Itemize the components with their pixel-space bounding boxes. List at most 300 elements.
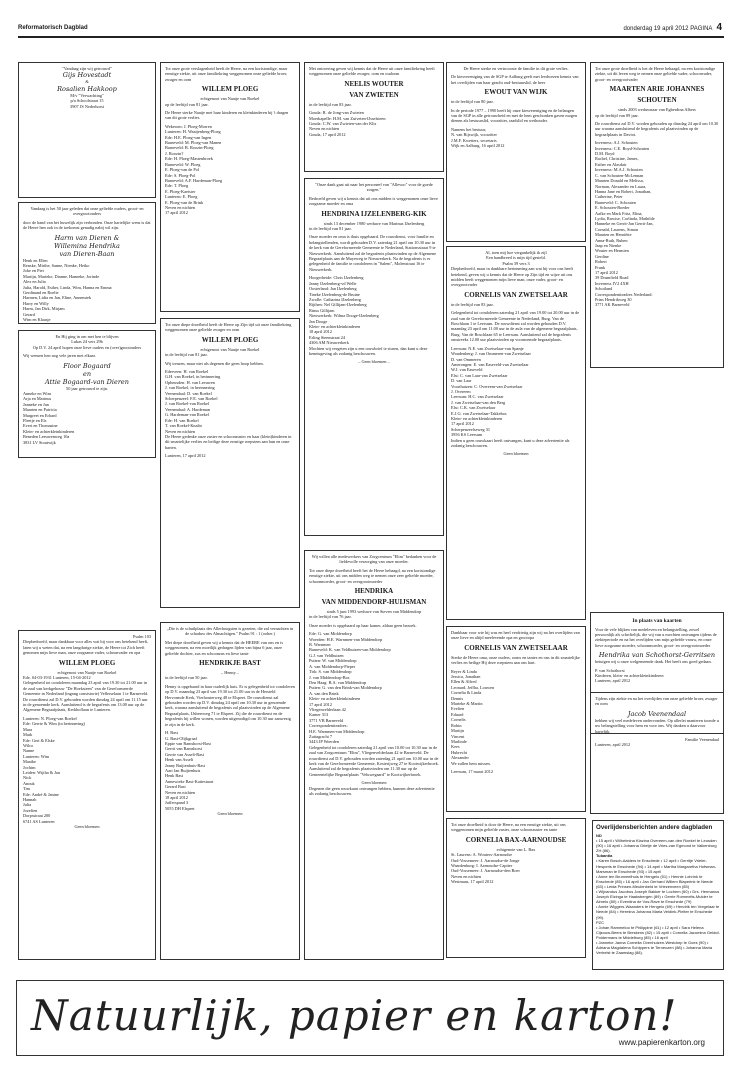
- notice-name: CORNELIS VAN ZWETSELAAR: [464, 643, 568, 652]
- notice-name: CORNELIA BAX-AARNOUDSE: [465, 835, 567, 844]
- notice-c3-1: [304, 178, 444, 536]
- list-item: Klein- en achterkleinkinderen: [309, 696, 361, 702]
- list-item: Ede: S. Ploeg-Pol: [165, 172, 196, 178]
- nd-label: ND: [596, 833, 602, 838]
- notice-text2: De rouwdienst zal D.V. worden gehouden op dinsdag 24 april om 10.30 uur waarna aansluitend de begrafenis zal plaatsvinden op de begraafplaats in Daviot.: [595, 121, 719, 137]
- other-paper-item: • Wijnandus Jacobus Joseph Bakker te Lochem (60) • Drs. Hermanus Joseph Elzinga te Haaksbergen (89) • Gerrie Rommelts-Mulder te Almelo (80) • Everdina de Vos-Rave te Enschede (79): [596, 889, 720, 905]
- notice-c4-2: [446, 626, 586, 812]
- notice-sub: 50 jaar getrouwd te zijn.: [66, 385, 108, 391]
- notice-text2: De Heere sterke Naatje met haar kinderen en kleinkinderen bij 't dragen van dit grote verlies.: [165, 110, 289, 121]
- notice-footer: 3831 LV Stoutwijk: [23, 439, 56, 445]
- list-item: Voorthuizen: C. Overeem-van Zwetselaar: [451, 383, 523, 389]
- list-item: J. Overeem: [451, 388, 471, 394]
- list-item: Neven en nichten: [451, 873, 482, 879]
- notice-dates: Ede, 04-03-1931 Lunteren, 15-04-2012: [23, 675, 91, 681]
- list-item: G.J. van Veldhuizen: [309, 652, 344, 658]
- list-item: Cornelia & Linda: [451, 690, 482, 696]
- notice-list: [165, 124, 295, 211]
- list-item: Barneveld: M. Ploeg-van Manen: [165, 140, 222, 146]
- notice-age: in de leeftijd van 76 jaar.: [309, 614, 352, 620]
- list-item: Henk Bast: [165, 773, 184, 779]
- notice-addr: 18 april 2012: [309, 329, 332, 335]
- notice-addr: 3771 AK Barneveld: [595, 302, 630, 308]
- banner-url[interactable]: www.papierenkarton.org: [618, 1038, 705, 1047]
- notice-addr: Correspondentieadres Nederland:: [595, 291, 653, 297]
- notice-text: door de hand van het huwelijk zijn verbonden. Onze hartelijke wens is dat de Heere hen ook in de toekomst genadig nabij wil zijn.: [23, 219, 151, 231]
- list-item: Barneveld: B. Roozin-Ploeg: [165, 145, 214, 151]
- notice-addr: 6741 AS Lunteren: [23, 818, 55, 824]
- notice-c5-2: [590, 692, 724, 814]
- notice-list: [309, 275, 439, 329]
- notice-addr: Schotland: [595, 286, 613, 292]
- notice-list: [309, 631, 439, 701]
- notice-sub: echtgenoot van Naatje van Roekel: [200, 346, 260, 352]
- notice-addr: H.E. Warnmen-van Middendorp: [309, 728, 365, 734]
- notice-intro: Vandaag is het 50 jaar geleden dat onze geliefde ouders, groot- en overgrootouders: [30, 206, 144, 217]
- list-item: Neven en nichten: [165, 789, 196, 795]
- notice-text: Tot onze diepe droefheid heeft de Heere op Zijn tijd uit onze familiekring weggenomen onze geliefde zwager en oom: [165, 322, 292, 333]
- notice-date: Lunteren, april 2012: [595, 678, 631, 684]
- notice-list: [309, 110, 439, 132]
- list-item: Jozefien: [23, 807, 38, 813]
- notice-addr: 4306 AM Nieuwerkerk: [309, 340, 349, 346]
- list-item: Annewieke Bast-Kattestaart: [165, 778, 214, 784]
- list-item: Gerdine: [595, 253, 609, 259]
- list-item: Henk van Asselt: [165, 757, 194, 763]
- list-item: B. Warnmen: [309, 642, 331, 648]
- paper-name: Reformatorisch Dagblad: [18, 25, 88, 31]
- notice-name: Willemina Hendrika: [54, 241, 120, 250]
- notice-addr: Scherpenzeelseweg 31: [451, 426, 491, 432]
- list-item: Robert: [595, 259, 607, 265]
- notice-text: Dankbaar voor wie hij was en heel verdrietig zijn wij na het overlijden van onze lieve en altijd meelevende opa en grootopa: [451, 630, 580, 641]
- notice-list: [451, 127, 581, 143]
- notice-quote: En Hij ging in om met hen te blijven: [55, 334, 119, 339]
- list-item: Moerkapelle: H.M. van Zuiveten-IJsselsteen: [309, 115, 386, 121]
- list-item: Amerongen: E. van Easeveld-van Zwetselaar: [451, 361, 529, 367]
- list-item: Catherine, Peter: [595, 194, 623, 200]
- list-item: Dennis: [451, 695, 464, 701]
- list-item: Tineke IJzelenberg-de Bruine: [309, 291, 360, 297]
- list-item: D. van Laar: [451, 378, 472, 384]
- list-item: Gerrit van Ramshorst: [165, 746, 202, 752]
- notice-name: Attie Bogaard-van Dieren: [45, 377, 129, 386]
- list-item: J. van Roekel-van Roekel: [165, 401, 210, 407]
- notice-text2: Sterke de Heere oma, onze ouders, ooms en tantes en ons in dit smartelijke verlies en heilige Hij deze roepstem aan ons hart.: [451, 654, 580, 666]
- notice-age: in de leeftijd van 50 jaar.: [165, 675, 208, 681]
- notice-text2: Onze moeder en oma is thuis opgebaard. De rouwdienst, voor familie en belangstellenden, wordt gehouden D.V. zaterdag 21 april om 10.30 uur in de kerk van de Gereformeerde Gemeente te Nederland, Stationsstraat 9 te Nieuwerkerk. Aansluitend zal de begrafenis plaatsvinden op de Algemene Begraafplaats aan de Muyeweg te Nieuwerkerk. Na de begrafenis is er gelegenheid de familie te condoleren in "Salem", Molenstraat 16 te Nieuwerkerk.: [309, 234, 437, 272]
- list-item: Lunteren: Wim: [23, 753, 50, 759]
- notice-addr: Erling Steenstraat 24: [309, 334, 346, 340]
- list-item: Hanneke en Gerrit-Jan Gerrit-Jan,: [595, 221, 654, 227]
- notice-c3-2: [304, 550, 444, 960]
- list-item: Rinus Gillijam: [309, 307, 335, 313]
- list-item: Leersum: N.E. van Zwetselaar-van Spanje: [451, 345, 524, 351]
- notice-addr: Dorpsstraat 200: [23, 813, 51, 819]
- notice-list: [451, 346, 581, 422]
- list-item: Anouk: [23, 780, 35, 786]
- list-item: Barneveld: A.F. Hardeman-Ploeg: [165, 177, 223, 183]
- list-item: Vincent: [451, 733, 465, 739]
- notice-name: Jacob Veenendaal: [627, 709, 687, 718]
- list-item: Woerden: H.E. Warnmen-van Middendorp: [309, 636, 383, 642]
- list-item: Nieuwerkerk: Wilma Dooge-IJzelenberg: [309, 313, 379, 319]
- notice-sub: sinds 5 juni 1993 weduwe van Steven van Middendorp: [326, 609, 422, 615]
- list-item: Nick: [23, 775, 32, 781]
- list-item: Mark: [23, 732, 33, 738]
- list-item: Scherpenzeel: F.E. van Roekel: [165, 396, 218, 402]
- list-item: Wim en Klaasje: [23, 317, 51, 323]
- list-item: Kees: [451, 744, 460, 750]
- list-item: A. van Middendorp-Pieper: [309, 663, 356, 669]
- notice-name: MAARTEN ARIE JOHANNES: [609, 85, 705, 94]
- notice-footer: Beneden Leeuwenweg 10a: [23, 434, 70, 440]
- list-item: Arja en Marinus: [23, 396, 52, 402]
- list-item: Evert en Thomasine: [23, 423, 58, 429]
- list-item: Jaap en Nienke: [595, 242, 622, 248]
- notice-end: Geen bloemen: [361, 780, 387, 786]
- notice-text2: Wij treuren, maar niet als degenen die geen hoop hebben.: [165, 360, 264, 366]
- list-item: Oud-Vossemeer: J. Aarnoudse-de Jonge: [451, 857, 520, 863]
- notice-text2: Henny is opgebaard in haar ouderlijk huis. Er is gelegenheid tot condoleren op D.V. maandag 23 april van 19.30 tot 21.00 uur in de Hersteld Hervormde Kerk, Vierhouterweg 48 te Elspeet. De rouwdienst zal gehouden worden op D.V. dinsdag 24 april om 10.30 uur in genoemde kerk, waarna aansluitend de begrafenis zal plaatsvinden op de Algemene Begraafplaats, IJsbeerweg 71 te Elspeet. Zij die de rouwdienst en de begrafenis bij willen wonen, worden uitgenodigd om 10.30 uur aanwezig te zijn in de kerk.: [165, 683, 295, 727]
- notice-date: Westmaas, 17 april 2012: [451, 879, 494, 885]
- notice-name: Harm van Dieren &: [54, 233, 120, 242]
- list-item: Hubrecht: [451, 749, 467, 755]
- notice-sub: echtgenoot van Naatje van Roekel: [57, 669, 117, 675]
- notice-list: [595, 140, 719, 270]
- notice-text2: betuigen wij u onze welgemeende dank. Het heeft ons goed gedaan.: [595, 659, 712, 665]
- list-item: Esther en Alasdair: [595, 161, 627, 167]
- notice-list: [23, 391, 151, 434]
- list-item: Elst: C.K. van Zwetselaar: [451, 405, 496, 411]
- list-item: Opheusden: H. van Leeuwen: [165, 379, 215, 385]
- list-item: Jan Dooge: [309, 318, 328, 324]
- notice-quote: Al, toen mij hoe vergankelijk ik zijl: [485, 250, 547, 255]
- notice-text: Wij wensen hen nog vele jaren met elkaar.: [23, 353, 96, 359]
- list-item: Ede: H.E. Ploeg-van Ingen: [165, 134, 212, 140]
- notice-name: HENDRIKA: [354, 587, 394, 596]
- list-item: D. van Ommeren: [451, 356, 481, 362]
- notice-name: Floor Bogaard: [63, 361, 111, 370]
- banner-slogan: Natuurlijk, papier en karton!: [31, 991, 678, 1040]
- notice-addr: Kamer 313: [309, 712, 329, 718]
- notice-list: [451, 852, 581, 879]
- notice-c2-1: [160, 318, 300, 608]
- notice-list: [595, 668, 719, 679]
- notice-name: EWOUT VAN WIJK: [484, 88, 548, 97]
- notice-line: Gijs Hovestadt: [62, 71, 112, 80]
- list-item: W.J. van Easeveld: [451, 367, 483, 373]
- notice-sign: Familie Veenendaal: [685, 737, 719, 743]
- notice-name: HENDRIKJE BAST: [199, 659, 261, 668]
- list-item: Putten: W. van Middendorp: [309, 658, 357, 664]
- list-item: P. van Schothorst: [595, 667, 625, 673]
- tubantia-label: Tubantia: [596, 853, 613, 859]
- list-item: Gerard Bast: [165, 784, 186, 790]
- list-item: Inverness: M.A.J. Schouten: [595, 167, 643, 173]
- notice-text2: Gelegenheid tot condoleren maandag 23 april van 19.30 tot 21.00 uur in de zaal van kerkgebouw "De Hoeksteen" van de Gereformeerde Gemeente in Nederland (ingang consistorie) Vellerselaan 1 te Barneveld. De rouwdienst zal D.V. gehouden worden dinsdag 24 april om 11.15 uur in de genoemde kerk. Aansluitend is de begrafenis om 13.00 uur op de Algemene Begraafplaats, Kerkhoflaan te Lunteren.: [23, 680, 149, 713]
- notice-name: van Dieren-Baan: [59, 249, 115, 258]
- notice-text3: De Heere gedenke onze zuster en schoonzuster en haar (klein)kinderen in dit smartelijke verlies en heilige deze ernstige roepstem aan hun en onze harten.: [165, 433, 292, 450]
- notice-addr: Correspondentieadres:: [309, 723, 348, 729]
- other-paper-item: PZC: [596, 919, 604, 925]
- list-item: Julia: [23, 802, 32, 808]
- list-item: [23, 323, 151, 325]
- list-item: Aafke en Mark Fritz, Elina,: [595, 210, 643, 216]
- list-item: Barneveld: C. Schouten: [595, 199, 636, 205]
- other-paper-item: • Johan Rammeloo te Philippine (61) • 12 april • Sara Helena Cijsouw-Beers te Breskens (82) • 15 april • Cornelia Jacomina Geldof-Poldermans te Middelburg (85) • 16 april: [596, 924, 720, 940]
- notice-quote: "Onze dank gaat uit naar het personeel van "Allevoo" voor de goede zorgen.": [315, 182, 433, 193]
- list-item: Alexander: [451, 755, 469, 761]
- list-item: Inverness: A.J. Schouten: [595, 140, 638, 146]
- notice-c2-2: [160, 622, 300, 960]
- notice-c1-0: [18, 62, 156, 198]
- notice-quote: Wij willen alle medewerkers van Zorgcentrum "Elim" bedanken voor de liefdevolle verzorging van onze moeder.: [311, 554, 437, 565]
- list-item: Frank: [595, 264, 606, 270]
- list-item: Janneke en Jan: [23, 401, 49, 407]
- notice-name: NEELIS WOUTER: [344, 79, 404, 88]
- notice-name: CORNELIS VAN ZWETSELAAR: [464, 290, 568, 299]
- list-item: Janny Buijtenhuis-Bast: [165, 762, 205, 768]
- list-item: E. Ploeg-Kaetsier: [165, 188, 196, 194]
- notice-c2-0: [160, 62, 300, 312]
- notice-line: Rosalien Hakkoop: [57, 84, 117, 93]
- list-item: Leersum: H.C. van Zwetselaar: [451, 394, 504, 400]
- list-item: Klein- en achterkleinkinderen: [309, 323, 361, 329]
- notice-text2: hebben wij veel medeleven ondervonden. Op allerlei manieren toonde u uw belangstelling voor hem en voor ons. Wij danken u daarvoor hartelijk.: [595, 717, 719, 734]
- notice-addr: Vliegenvelderlaan 42: [309, 706, 346, 712]
- notice-list: [165, 730, 295, 795]
- list-item: Ede: G. van Middendorp: [309, 631, 352, 637]
- list-item: Jochim: [23, 764, 36, 770]
- list-item: Marlinde: [451, 738, 467, 744]
- list-item: Waardenburg: I. Aarnoudse-Capiter: [451, 863, 513, 869]
- notice-quote: Een handbreed is mijn tijd gesteld.: [486, 255, 546, 261]
- list-item: Anneke en Wim: [23, 391, 51, 397]
- notice-addr: 17 april 2012: [451, 421, 474, 427]
- other-papers-title: Overlijdensberichten andere dagbladen: [596, 824, 713, 831]
- other-paper-item: • Anne ten Brummelhuis te Hengelo (51) • Hennie Lohrink te Enschede (85) • 16 april • Jan Gerhard Willem Blaperink te Neede (63) • Leida Prinsen-Meulenbeld te Vriezenveen (85): [596, 873, 713, 889]
- other-paper-item: • Karen Bosch-Aalders te Enschede • 12 april • Gerritje Vrieler-Hesperis te Enschede (94) • 14 april • Martha Margaretha Hofsman-Marsman te Enschede (93) • 15 april: [596, 858, 717, 874]
- notice-age: in de leeftijd van 83 jaar.: [451, 301, 494, 307]
- notice-name2: VAN ZWIETEN: [349, 90, 399, 99]
- list-item: Putten: G. van den Brink-van Middendorp: [309, 685, 382, 691]
- other-paper-item: • Annie Wiggers-Waanders te Hengelo (69) • Hendrik ten Vregelaar te Neede (84) • Hermina Johanna Maria Veldink-Pleiter te Enschede (99).: [596, 904, 720, 920]
- notice-text: Tot onze diepe droefheid heeft het de Heere behaagd, na een kortstondige ernstige ziekte, uit ons midden weg te nemen onze zeer geliefde moeder, schoonmoeder, groot- en overgrootmoeder: [309, 567, 436, 584]
- list-item: Woudenberg: J. van Ommeren-van Zwetselaar: [451, 351, 531, 357]
- list-item: J. van Middendorp-Bos: [309, 674, 350, 680]
- notice-c3-0: [304, 62, 444, 172]
- notice-sub: – Henny –: [221, 670, 239, 676]
- notice-name: WILLEM PLOEG: [201, 335, 259, 344]
- list-item: Elst: C. van Laar-van Zwetselaar: [451, 372, 508, 378]
- list-item: Oud-Vossemeer: J. Aarnoudse-den Boer: [451, 868, 520, 874]
- list-item: Hanna Jane en Robert, Jonathan,: [595, 188, 652, 194]
- list-item: Ede: Gerrie & Wim (in herinnering): [23, 721, 85, 727]
- notice-addr: 5055 DH Elspeet: [165, 805, 195, 811]
- list-item: Martijn, Marieke, Dianne, Hanneke, Jorinde: [23, 273, 100, 279]
- notice-end: Geen bloemen: [74, 824, 100, 829]
- notice-addr: 3443 JP Woerden: [309, 739, 339, 745]
- list-item: E. Ploeg-van de Pol: [165, 167, 200, 173]
- list-item: Den Haag: B.A. van Middendorp: [309, 679, 367, 685]
- list-item: J.M.F. Kwetters, secretaris: [451, 137, 497, 143]
- page-date: donderdag 19 april 2012 PAGINA 4: [623, 22, 722, 33]
- list-item: Ederveen: H. van Roekel: [165, 369, 209, 375]
- notice-text4: Degenen die geen rouwkaart ontvangen hebben, kunnen deze advertentie als zodanig beschouwen.: [309, 785, 435, 797]
- banner-ad[interactable]: [16, 980, 724, 1056]
- list-item: Eduard: [451, 711, 464, 717]
- notice-sub: echtgenote van L. Bax: [496, 846, 536, 852]
- notice-quote: Lukas 24 vers 29b: [71, 339, 103, 345]
- list-item: G. Bast-Olijkgraaf: [165, 735, 197, 741]
- list-item: Rachel, Christine, James,: [595, 156, 639, 162]
- notice-c1-1: [18, 202, 156, 324]
- list-item: Alex en Julia: [23, 279, 46, 285]
- notice-ref: Psalm 103: [132, 634, 151, 639]
- notice-addr: 17 april 2012: [595, 270, 618, 275]
- list-item: Hoogerheide: Chris IJzelenberg: [309, 275, 364, 281]
- notice-date: Wijk en Aalburg, 16 april 2012: [451, 143, 505, 149]
- list-item: Wilco: [23, 742, 34, 748]
- notice-text2: In de periode 1977 – 1990 heeft hij onze kiesvereniging en de belangen van de SGP in alle getrouwheid en met de hem geschonken gaven mogen dienen als bestuurslid, voorzitter, raadslid en wethouder.: [451, 107, 578, 124]
- list-item: Barneveld: W. Ploeg: [165, 161, 201, 167]
- notice-sub: sinds 2003 weduwnaar van Egberdina Albers: [618, 107, 696, 113]
- notice-text3: Mochten wij vergeten zijn u een rouwbrief te sturen, dan kunt u deze kennisgeving als zodanig beschouwen.: [309, 345, 428, 356]
- notice-name: HENDRINA IJZELENBERG-KIK: [321, 209, 427, 218]
- list-item: Lydia, Ruwise, Corlinda, Mathilde: [595, 215, 655, 221]
- list-item: Leonard, Jeffha, Louwen: [451, 684, 495, 690]
- notice-quote: „Die is de schuilplaats des Allerhoogsten is gezeten, die zal vernachten in de schaduw des Almachtigen." Psalm 91 : 1 (ooher.): [166, 626, 294, 637]
- list-item: Inverness: C.E. Boyd-Schouten: [595, 145, 650, 151]
- notice-text2: Gelegenheid tot condoleren zaterdag 21 april van 19.00 tot 20.00 uur in de zaal van de Gereformeerde Gemeente in Nederland, Burg. Van de Boschlaan 1 te Leersum. De rouwdienst zal worden gehouden D.V. maandag 23 april om 11.00 uur in de aula van de algemene begraafplaats, Burg. Van de Boschlaan 65 te Leersum. Aansluitend zal de begrafenis omstreeks 12.00 uur plaatsvinden op voornoemde begraafplaats.: [451, 310, 580, 343]
- other-papers-box: [592, 820, 724, 970]
- list-item: Maarten en Henriëtte: [595, 232, 632, 238]
- list-item: J. van Roekel, in herinnering: [165, 385, 215, 391]
- list-item: Martijn: [451, 728, 464, 734]
- list-item: Gouda: R. de Jong-van Zwieten: [309, 110, 364, 116]
- list-item: Gerard: [23, 311, 35, 317]
- notice-c1-2: [18, 330, 156, 458]
- list-item: G. Hardeman-van Roekel: [165, 412, 210, 418]
- list-item: Ede: H. Ploeg-Mastenbroek: [165, 156, 213, 162]
- list-item: E. Schouten-Boeder: [595, 205, 630, 211]
- list-item: D.M. Boyd: [595, 151, 615, 157]
- notice-name: en: [82, 369, 92, 378]
- list-item: Ede: T. Ploeg: [165, 183, 189, 189]
- list-item: Kinderen, klein- en achterkleinkinderen: [595, 672, 664, 678]
- notice-end: Geen bloemen: [503, 451, 529, 457]
- list-item: Cornelis: [451, 717, 466, 723]
- notice-text: Bedroefd geven wij u kennis dat uit ons midden is weggenomen onze lieve zorgzame moeder en oma: [309, 195, 438, 207]
- notice-text: Tot onze grote droefheid is het de Heere behaagd, na een kortstondige ziekte, uit dit leven weg te nemen onze geliefde vader, schoonvader, groot- en overgrootvader: [595, 66, 716, 82]
- notice-addr: 18 april 2012: [165, 794, 188, 800]
- list-item: Gerrie van Asselt-Bast: [165, 751, 204, 757]
- notice-sub: echtgenoot van Naatje van Roekel: [200, 96, 260, 102]
- notice-list: [23, 716, 151, 813]
- list-item: Barneveld: K. van Veldhuizen-van Middendorp: [309, 647, 391, 653]
- list-item: H. Bast: [165, 730, 178, 736]
- notice-end: Geen bloemen: [217, 811, 243, 817]
- notice-intro: Op D.V. 24 april hopen onze lieve ouders en (over)grootouders: [32, 344, 142, 350]
- list-item: Klein- en achterkleinkinderen: [23, 428, 75, 434]
- notice-line: "Vandaag zijn wij getrouwd": [62, 66, 112, 71]
- notice-line: 3907 JS Nederhorst: [70, 103, 104, 109]
- list-item: Gerdinand en Roelie: [23, 290, 59, 296]
- list-item: Tirk: S. van Middendorp: [309, 669, 352, 675]
- list-item: Klein- en achterkleinkinderen: [451, 415, 503, 421]
- list-item: Wouter en Hermien: [595, 248, 629, 254]
- list-item: Veenendaal: D. van Roekel: [165, 390, 212, 396]
- list-item: Ede: Gert & Elske: [23, 737, 55, 743]
- notice-text: Tot onze grote verslagenheid heeft de Heere, na een kortstondige, maar ernstige ziekte, uit onze familiekring weggenomen onze geliefde broer, zwager en oom: [165, 66, 288, 82]
- list-item: Rijthen: Nel Gillijam-IJzelenberg: [309, 302, 367, 308]
- notice-name2: SCHOUTEN: [637, 96, 677, 105]
- list-item: E.J.G. van Zwetselaar-Takkebos: [451, 410, 507, 416]
- notice-addr: 17 april 2012: [309, 701, 332, 707]
- list-item: Eppie van Ramshorst-Bast: [165, 740, 211, 746]
- list-item: Neven en nichten: [165, 428, 196, 434]
- list-item: Ellen & Alfred: [451, 679, 477, 685]
- list-item: Harmen, Lidia en Jan, Eline, Annemiek: [23, 295, 92, 301]
- notice-name: WILLEM PLOEG: [58, 658, 116, 667]
- notice-name: WILLEM PLOEG: [201, 85, 259, 94]
- list-item: Marieke & Martin: [451, 701, 483, 707]
- notice-line: M/v "Verwachting": [70, 92, 104, 98]
- list-item: E. Ploeg-van de Brink: [165, 199, 204, 205]
- notice-text: De kiesvereniging van de SGP te Aalburg geeft met leedwezen kennis van het overlijden van haar geacht oud-bestuurslid, de heer: [451, 74, 579, 85]
- notice-name2: VAN MIDDENDORP-HUIJSMAN: [321, 598, 427, 607]
- notice-age: in de leeftijd van 81 jaar.: [165, 352, 208, 358]
- notice-c1-3: [18, 630, 156, 960]
- notice-list: [451, 669, 581, 761]
- list-item: Lunteren: E. Ploeg: [165, 194, 198, 200]
- list-item: Margreet en Erhard: [23, 412, 57, 418]
- notice-addr: Jufferspand 3: [165, 800, 189, 806]
- notice-date: Leersum, 17 maart 2012: [451, 768, 494, 774]
- list-item: Hannah: [23, 796, 37, 802]
- list-item: Norman, Alexander en Laura,: [595, 183, 647, 189]
- list-item: Neven en nichten: [165, 204, 196, 210]
- list-item: T. van Roekel-Knalto: [165, 423, 203, 429]
- notice-age: op de leeftijd van 81 jaar.: [165, 101, 209, 107]
- notice-list: [23, 258, 151, 324]
- list-item: Julia, Harold, Esther, Linda, Wim, Hanna en Emma: [23, 284, 112, 290]
- list-item: Janny IJzelenberg-vd Welle: [309, 280, 357, 286]
- notice-text: Diepbedroefd, maar in dankbare herinnering aan wat hij voor ons heeft betekend, geven wij u kennis dat de Heere op Zijn tijd en wijze uit ons midden heeft weggenomen mijn lieve man, onze vader, groot- en overgrootvader: [451, 266, 574, 288]
- list-item: Fleetje en Els: [23, 418, 47, 424]
- other-paper-item: • 15 april • Wilhelmina Klazina Overeem-van den Roekel te Leusden (90) • 16 april • Johanna Grietje de Vries-van Egmond te Valkenburg ZH (86).: [596, 838, 717, 854]
- list-item: J. Roozin†: [165, 150, 184, 156]
- notice-text: Diepbedroefd, maar dankbaar voor alles wat hij voor ons betekend heeft, laten wij u weten dat, na een langdurige ziekte, de Heere tot Zich heeft genomen mijn lieve man, onze zorgzame vader, schoonvader en opa: [23, 639, 149, 656]
- notice-text2: Onze moeder is opgebaard op haar kamer, aldaar geen bezoek.: [309, 622, 417, 628]
- list-item: Cornald, Laurens, Simon: [595, 226, 639, 232]
- list-item: Henk en Ellen: [23, 257, 48, 263]
- list-item: Maaike: [23, 759, 36, 765]
- list-item: A. van den Brink: [309, 690, 339, 696]
- notice-text: Voor de vele blijken van medeleven en belangstelling, zowel persoonlijk als schriftelijk, die wij van u mochten ontvangen tijdens de ziekteperiode en na het overlijden van mijn geliefde vrouw, en onze lieve zorgzame moeder, schoonmoeder, groot- en overgrootmoeder: [595, 626, 717, 648]
- notice-addr: 3956 KS Leersum: [451, 432, 483, 438]
- notice-text: Met ontroering geven wij kennis dat de Heere uit onze familiekring heeft weggenomen onze geliefde zwager, oom en oudoom: [309, 66, 435, 77]
- list-item: Mara: [23, 726, 33, 732]
- notice-end: – Geen bloemen –: [358, 359, 390, 365]
- notice-quote: Psalm 39 vers 3: [502, 260, 530, 266]
- list-item: Lunteren: N. Ploeg-van Roekel: [23, 715, 77, 721]
- notice-text: Tijdens zijn ziekte en na het overlijden van onze geliefde broer, zwager en oom: [595, 696, 718, 707]
- notice-text3: We zullen hem missen.: [451, 760, 491, 766]
- list-item: Jessica, Jonathan: [451, 674, 481, 680]
- notice-text3: Indien u geen rouwkaart heeft ontvangen, kunt u deze advertentie als zodanig beschouwen.: [451, 437, 570, 448]
